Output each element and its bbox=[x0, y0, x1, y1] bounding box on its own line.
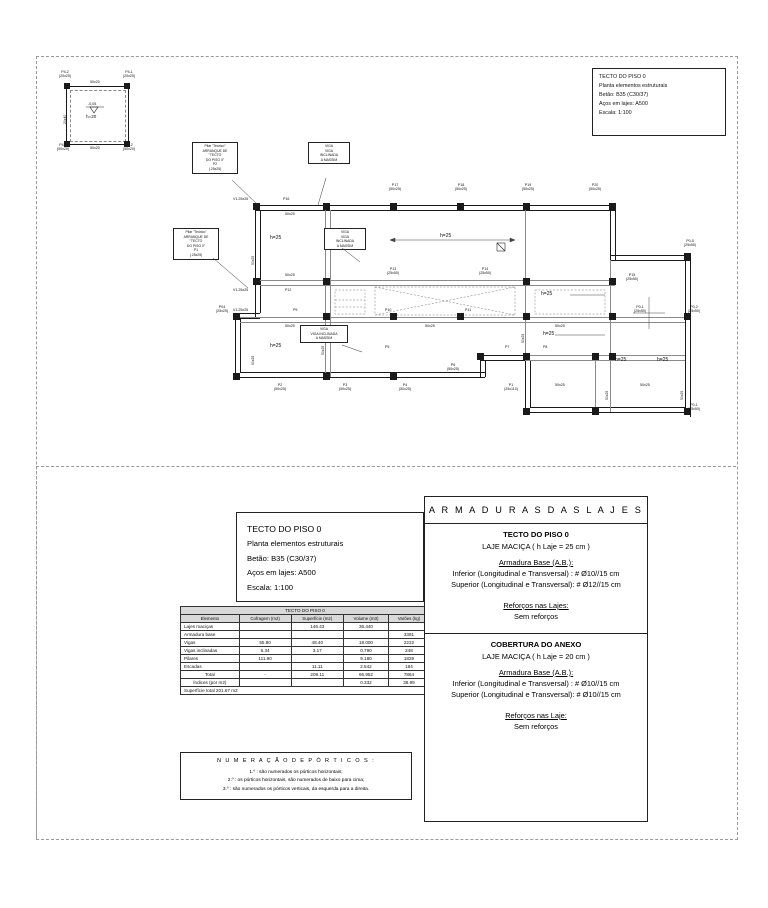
quantities-footer: Superfície total 201.67 m2 bbox=[181, 687, 430, 695]
beam-p8: P8 bbox=[543, 345, 548, 349]
qt-header-0: Elemento bbox=[181, 615, 240, 623]
title-block-top bbox=[592, 68, 726, 136]
arm2-reforcos-value: Sem reforços bbox=[514, 722, 558, 731]
sheet-frame-divider bbox=[36, 466, 736, 467]
slab-label-6: h=25 bbox=[615, 357, 627, 363]
table-row-indices: Índices (por m2) 0.332 38.99 bbox=[181, 679, 430, 687]
beam-p11: P11 bbox=[465, 308, 472, 312]
anexo-slab-thickness: h=20 bbox=[86, 114, 97, 119]
arm1-title: TECTO DO PISO 0 bbox=[503, 530, 569, 539]
slab-label-4: h=25 bbox=[541, 291, 553, 297]
qt-header-1: Cofragem (m2) bbox=[239, 615, 291, 623]
beam-p17: P17 (50x25) bbox=[388, 183, 402, 192]
arm1-superior: Superior (Longitudinal e Transversal): # Ø12//15 cm bbox=[451, 580, 621, 589]
slab-label-1: h=25 bbox=[270, 235, 282, 241]
beam-p13: P13 (25x50) bbox=[386, 267, 400, 276]
quantities-caption: TECTO DO PISO 0 bbox=[181, 607, 430, 615]
main-plan: h=25 h=25 h=25 h=25 h=25 h=25 h=25 P17 (50x25) P18 (50x25) P19 (50x25) P20 (50x25) P13 (25x50) P14 (25x50) P10 P11 P2 (50x25) P3 (50x25) P4 (50x25) P5 P6 (50x25) P7 P8 P1 (25x110) V1.25x25 P16 V1.25x25 P12 V1.25x25 P9 P04 (25x25) P0-5 (25x50) P15 (25x50) P0-1 (25x50) P0-2 (25x50) P0-1 (25x50) 50x25 50x25 50x25 50x25 50x25 50x25 50x25 50x25 50x25 50x25 50x25 50x25 50x25 bbox=[225, 195, 695, 425]
numeracao-rule-3: 3.º : são numerados os pórticos verticais, da esquerda para a direita. bbox=[222, 786, 370, 792]
beam-p0-2: P0-2 (25x50) bbox=[687, 305, 701, 314]
note-viga-2: VIGA VIGA INCLINADA A MASSIM bbox=[324, 228, 366, 250]
arm1-reforcos-value: Sem reforços bbox=[514, 612, 558, 621]
arm2-title: COBERTURA DO ANEXO bbox=[490, 640, 582, 649]
armaduras-block-2 bbox=[425, 640, 647, 741]
beam-p18: P18 (50x25) bbox=[454, 183, 468, 192]
sheet-frame-divider-2 bbox=[36, 466, 37, 838]
arm1-inferior: Inferior (Longitudinal e Transversal) : # Ø10//15 cm bbox=[452, 569, 620, 578]
armaduras-heading: A R M A D U R A S D A S L A J E S bbox=[428, 505, 644, 515]
beam-p16: P16 bbox=[283, 197, 290, 201]
beam-p1: P1 (25x110) bbox=[504, 383, 518, 392]
beam-p4: P4 (50x25) bbox=[398, 383, 412, 392]
arm1-armadura-label: Armadura Base (A.B.): bbox=[498, 558, 574, 567]
qt-header-4: Varões (kg) bbox=[388, 615, 429, 623]
tb-bottom-line2: Planta elementos estruturais bbox=[247, 539, 344, 549]
arm2-subtitle: LAJE MACIÇA ( h Laje = 20 cm ) bbox=[482, 652, 590, 661]
qt-header-3: Volume (m3) bbox=[344, 615, 389, 623]
beam-p04: P04 (25x25) bbox=[215, 305, 229, 314]
numeracao-porticos bbox=[180, 752, 412, 800]
beam-p0-1: P0-1 (25x50) bbox=[633, 305, 647, 314]
anexo-plan: h=20 -0,05 50x20 50x20 20x40 bbox=[56, 72, 146, 152]
anexo-level: -0,05 bbox=[88, 102, 97, 106]
table-row: Vigas 55.80 48.40 18.000 2222 bbox=[181, 639, 430, 647]
title-block-top-line2: Planta elementos estruturais bbox=[599, 82, 668, 89]
table-row: Escadas 11.11 2.542 184 bbox=[181, 663, 430, 671]
beam-p0-1-bot: P0-1 (25x50) bbox=[687, 403, 701, 412]
beam-v1-mid: V1.25x25 bbox=[233, 288, 249, 292]
anexo-pillar-p4-3: P4-3 (50x20) bbox=[56, 143, 70, 152]
tb-bottom-line3: Betão: B35 (C30/37) bbox=[247, 553, 317, 563]
beam-p5: P5 bbox=[385, 345, 390, 349]
tb-bottom-line4: Aços em lajes: A500 bbox=[247, 568, 316, 578]
beam-p0-5: P0-5 (25x50) bbox=[683, 239, 697, 248]
arm1-subtitle: LAJE MACIÇA ( h Laje = 25 cm ) bbox=[482, 542, 590, 551]
beam-p10: P10 bbox=[385, 308, 392, 312]
qt-header-2: Superfície (m2) bbox=[291, 615, 344, 623]
title-block-top-line5: Escala: 1:100 bbox=[599, 109, 632, 116]
beam-v1-low: V1.25x25 bbox=[233, 308, 249, 312]
tb-bottom-line5: Escala: 1:100 bbox=[247, 582, 294, 592]
numeracao-heading: N U M E R A Ç Ã O D E P Ó R T I C O S : bbox=[216, 758, 376, 764]
beam-v1-top: V1.25x25 bbox=[233, 197, 249, 201]
table-row-total: Total - 209.11 66.952 7864 bbox=[181, 671, 430, 679]
title-block-top-line4: Aços em lajes: A500 bbox=[599, 100, 648, 107]
anexo-pillar-p4-2-bot: P4-2 (50x20) bbox=[122, 143, 136, 152]
title-block-bottom bbox=[236, 512, 424, 602]
note-viga-1: VIGA VIGA INCLINADA A MASSIM bbox=[308, 142, 350, 164]
slab-label-2: h=25 bbox=[440, 233, 452, 239]
beam-p20: P20 (50x25) bbox=[588, 183, 602, 192]
arm2-reforcos-label: Reforços nas Laje: bbox=[505, 711, 567, 720]
beam-p6: P6 (50x25) bbox=[446, 363, 460, 372]
beam-p7: P7 bbox=[505, 345, 510, 349]
beam-p12: P12 bbox=[285, 288, 292, 292]
tb-bottom-line1: TECTO DO PISO 0 bbox=[247, 524, 322, 534]
table-row: Pilares 111.90 9.180 1829 bbox=[181, 655, 430, 663]
beam-p3: P3 (50x25) bbox=[338, 383, 352, 392]
beam-p9: P9 bbox=[293, 308, 298, 312]
note-teto-p2: Pilar "Teórico" ARRANQUE DE "TECTO DO PISO 0" P2 (.25x25) bbox=[192, 142, 238, 174]
note-viga-3: VIGA VIGA INCLINADA A MASSIM bbox=[300, 325, 348, 343]
numeracao-rule-1: 1.º : são numerados os pórticos horizontais; bbox=[249, 770, 343, 775]
beam-p19: P19 (50x25) bbox=[521, 183, 535, 192]
title-block-top-line1: TECTO DO PISO 0 bbox=[599, 74, 646, 80]
slab-label-7: h=25 bbox=[657, 357, 669, 363]
slab-label-3: h=25 bbox=[270, 343, 282, 349]
table-row: Armadura base 3381 bbox=[181, 631, 430, 639]
arm1-reforcos-label: Reforços nas Lajes: bbox=[503, 601, 569, 610]
note-teto-p1: Pilar "Teórico" ARRANQUE DE "TECTO DO PISO 0" P1 (.25x25) bbox=[173, 228, 219, 260]
title-block-top-line3: Betão: B35 (C30/37) bbox=[599, 91, 649, 98]
anexo-pillar-p4-2-top: P4-2 (20x25) bbox=[58, 70, 72, 79]
slab-label-5: h=25 bbox=[543, 331, 555, 337]
arm2-superior: Superior (Longitudinal e Transversal): # Ø10//15 cm bbox=[451, 690, 621, 699]
armaduras-panel bbox=[424, 496, 648, 822]
table-row: Lajes maciças 146.43 36.440 bbox=[181, 623, 430, 631]
numeracao-rule-2: 2.º : os pórticos horizontais, são numerados de baixo para cima; bbox=[227, 778, 365, 784]
anexo-pillar-p4-1: P4-1 (20x25) bbox=[122, 70, 136, 79]
beam-p15: P15 (25x50) bbox=[625, 273, 639, 282]
beam-p14: P14 (25x50) bbox=[478, 267, 492, 276]
armaduras-block-1 bbox=[425, 530, 647, 631]
beam-p2: P2 (50x25) bbox=[273, 383, 287, 392]
table-row: Vigas inclinadas 6.34 3.17 0.790 248 bbox=[181, 647, 430, 655]
arm2-armadura-label: Armadura Base (A.B.): bbox=[498, 668, 574, 677]
arm2-inferior: Inferior (Longitudinal e Transversal) : # Ø10//15 cm bbox=[452, 679, 620, 688]
quantities-table bbox=[180, 606, 430, 695]
